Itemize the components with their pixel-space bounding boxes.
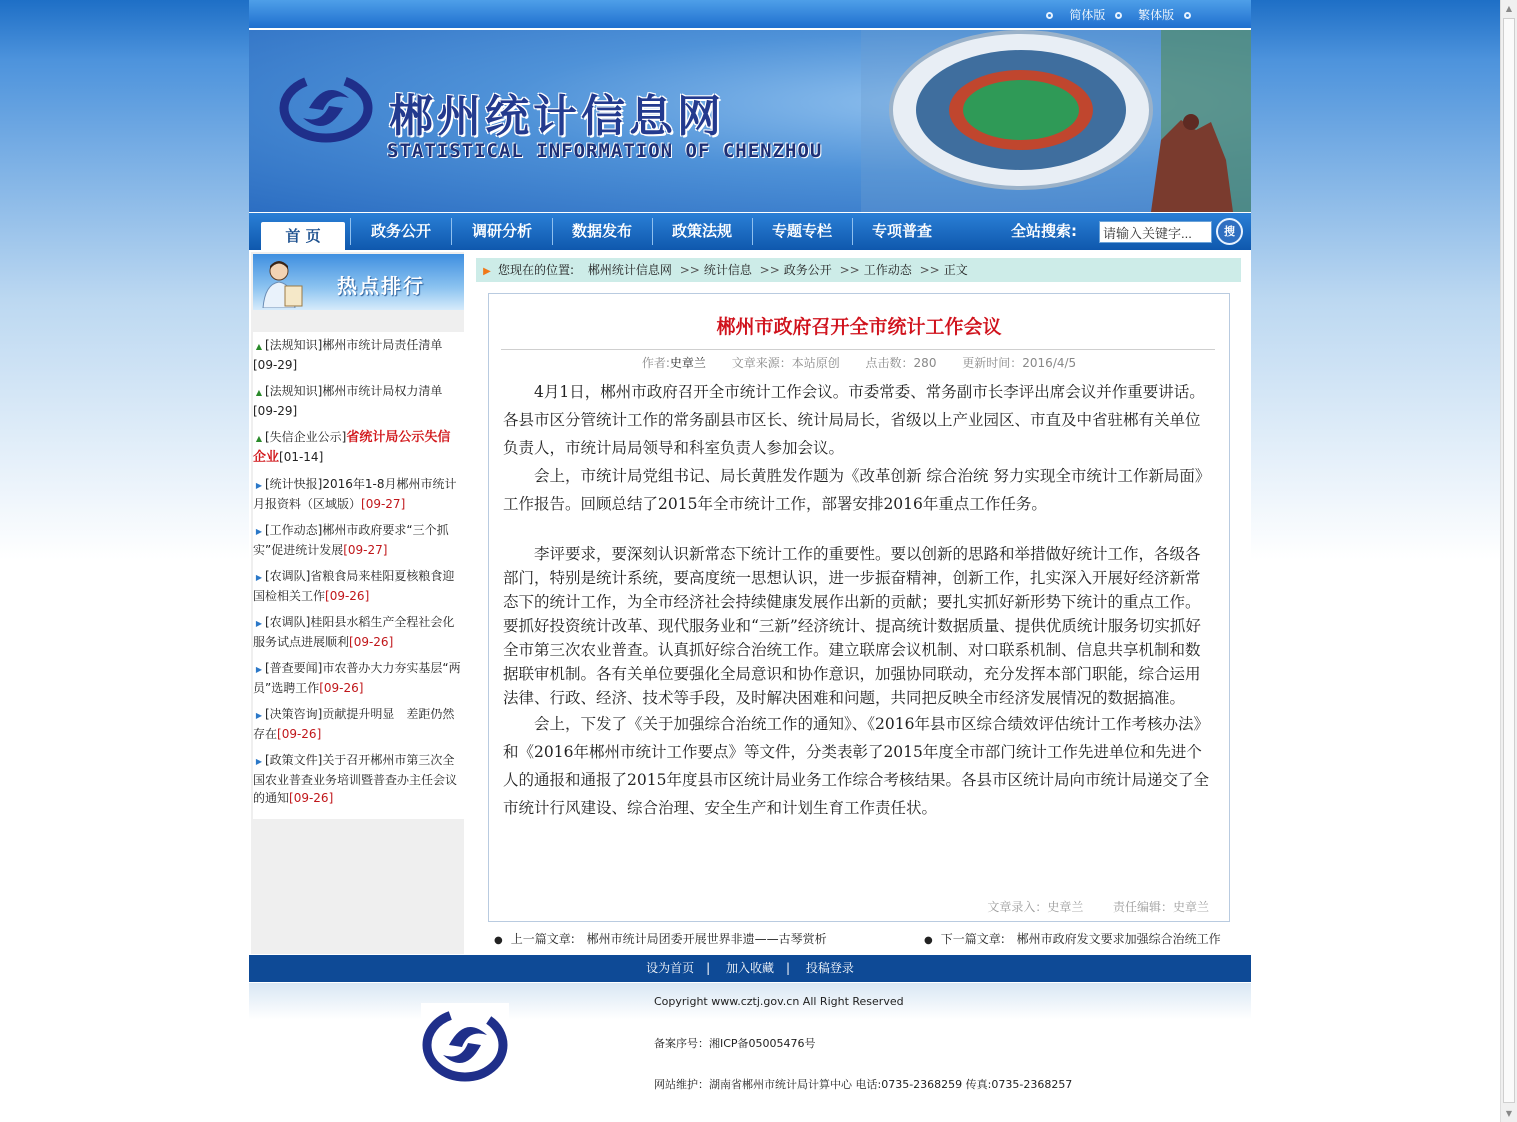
triangle-bullet-icon: ▶ xyxy=(255,573,263,582)
breadcrumb-item[interactable]: 郴州统计信息网 xyxy=(587,263,672,277)
hot-ranking-item[interactable] xyxy=(253,751,462,807)
hot-item-date: [09-27] xyxy=(361,497,406,511)
hot-item-date: [09-26] xyxy=(319,681,364,695)
article-updated: 更新时间：2016/4/5 xyxy=(962,356,1077,370)
hot-ranking-item[interactable] xyxy=(253,521,462,559)
hot-item-title[interactable]: 省粮食局来桂阳夏核粮食迎国检相关工作 xyxy=(253,569,455,603)
hot-item-date: [09-27] xyxy=(343,543,388,557)
triangle-bullet-icon: ▶ xyxy=(255,619,263,628)
article-footer-meta xyxy=(987,898,1209,915)
hot-item-category: [普查要闻] xyxy=(265,661,323,675)
article-paragraph: 4月1日，郴州市政府召开全市统计工作会议。市委常委、常务副市长李评出席会议并作重要讲话。各县市区分管统计工作的常务副县市区长、统计局局长，省级以上产业园区、市直及中省驻郴有关单位负责人，市统计局局领导和科室负责人参加会议。 xyxy=(503,383,1205,457)
maintainer-text: 网站维护：湖南省郴州市统计局计算中心 电话:0735-2368259 传真:0735-2368257 xyxy=(654,1078,1073,1091)
hot-item-category: [法规知识] xyxy=(265,338,323,352)
breadcrumb-separator: >> xyxy=(759,263,780,277)
article-body xyxy=(503,378,1211,822)
breadcrumb-item[interactable]: 统计信息 xyxy=(703,263,752,277)
next-article[interactable] xyxy=(924,930,1221,947)
hot-ranking-item[interactable] xyxy=(253,475,462,513)
hot-item-category: [失信企业公示] xyxy=(265,430,347,444)
hot-item-category: [工作动态] xyxy=(265,523,323,537)
bullet-icon xyxy=(1046,12,1053,19)
article-panel xyxy=(488,293,1230,922)
author-label: 作者: xyxy=(641,356,670,370)
hot-item-title[interactable]: 2016年1-8月郴州市统计月报资料（区域版） xyxy=(253,477,457,511)
hot-item-title[interactable]: 郴州市统计局责任清单 xyxy=(322,338,443,352)
footer-logo-icon xyxy=(421,1003,509,1085)
hot-ranking-title: 热点排行 xyxy=(337,274,425,298)
site-title-cn: 郴州统计信息网 xyxy=(389,91,725,142)
page-container xyxy=(249,0,1251,1104)
next-label: 下一篇文章: xyxy=(940,932,1005,946)
hot-item-category: [农调队] xyxy=(265,615,311,629)
prev-label: 上一篇文章: xyxy=(510,932,575,946)
author-name: 史章兰 xyxy=(669,356,706,370)
up-arrow-icon: ▲ xyxy=(255,388,263,397)
entered-by: 文章录入：史章兰 xyxy=(987,900,1084,914)
article-title: 郴州市政府召开全市统计工作会议 xyxy=(716,316,1002,338)
scroll-down-arrow-icon[interactable]: ▼ xyxy=(1505,1109,1513,1118)
breadcrumb-separator: >> xyxy=(839,263,860,277)
site-title-en: STATISTICAL INFORMATION OF CHENZHOU xyxy=(387,140,823,162)
set-homepage-link[interactable]: 设为首页 xyxy=(646,961,695,975)
triangle-bullet-icon: ▶ xyxy=(255,711,263,720)
top-bar xyxy=(249,0,1251,28)
triangle-bullet-icon: ▶ xyxy=(255,527,263,536)
hot-ranking-item[interactable] xyxy=(253,382,462,420)
hot-item-category: [农调队] xyxy=(265,569,311,583)
bullet-icon: ● xyxy=(924,935,933,946)
nav-policies-regulations[interactable]: 政策法规 xyxy=(671,222,732,240)
bullet-icon: ● xyxy=(494,935,503,946)
next-article-link[interactable]: 郴州市政府发文要求加强综合治统工作 xyxy=(1016,932,1221,946)
article-paragraph: 会上，市统计局党组书记、局长黄胜发作题为《改革创新 综合治统 努力实现全市统计工作新局面》工作报告。回顾总结了2015年全市统计工作，部署安排2016年重点工作任务。 xyxy=(503,467,1211,513)
nav-special-topics[interactable]: 专题专栏 xyxy=(771,222,832,240)
add-favorite-link[interactable]: 加入收藏 xyxy=(725,961,774,975)
nav-government-affairs[interactable]: 政务公开 xyxy=(370,222,431,240)
prev-article-link[interactable]: 郴州市统计局团委开展世界非遗——古琴赏析 xyxy=(586,932,827,946)
triangle-bullet-icon: ▶ xyxy=(255,665,263,674)
breadcrumb-separator: >> xyxy=(679,263,700,277)
hot-ranking-item[interactable] xyxy=(253,705,462,743)
traditional-chinese-link[interactable]: 繁体版 xyxy=(1138,8,1175,22)
scroll-thumb[interactable] xyxy=(1503,18,1515,1103)
hot-item-date: [09-29] xyxy=(253,358,298,372)
hot-item-title[interactable]: 郴州市政府要求“三个抓实”促进统计发展 xyxy=(253,523,449,557)
article-source: 文章来源：本站原创 xyxy=(731,356,840,370)
nav-research-analysis[interactable]: 调研分析 xyxy=(471,222,532,240)
hot-item-category: [政策文件] xyxy=(265,753,323,767)
nav-special-census[interactable]: 专项普查 xyxy=(871,222,932,240)
hot-ranking-item[interactable] xyxy=(253,613,462,651)
search-button[interactable]: 搜 xyxy=(1216,218,1243,245)
title-divider xyxy=(501,349,1215,350)
hot-item-date: [09-29] xyxy=(253,404,298,418)
person-avatar-icon xyxy=(261,258,305,308)
up-arrow-icon: ▲ xyxy=(255,434,263,443)
hot-ranking-item[interactable] xyxy=(253,567,462,605)
search-label: 全站搜索: xyxy=(1011,222,1077,240)
hot-item-date: [09-26] xyxy=(277,727,322,741)
search-input[interactable] xyxy=(1099,221,1212,243)
site-banner xyxy=(249,30,1251,212)
scroll-up-arrow-icon[interactable]: ▲ xyxy=(1505,4,1513,13)
hot-ranking-item[interactable] xyxy=(253,336,462,374)
nav-data-release[interactable]: 数据发布 xyxy=(571,222,632,240)
nav-home[interactable]: 首 页 xyxy=(261,222,345,250)
hot-item-date: [09-26] xyxy=(289,791,334,805)
icp-record-text: 备案序号：湘ICP备05005476号 xyxy=(654,1037,816,1050)
bullet-icon xyxy=(1115,12,1122,19)
hot-ranking-item[interactable] xyxy=(253,659,462,697)
triangle-bullet-icon: ▶ xyxy=(255,481,263,490)
hot-item-highlight[interactable]: 省统计局公示失信企业 xyxy=(253,430,451,465)
previous-article[interactable] xyxy=(494,930,827,947)
hot-item-title[interactable]: 关于召开郴州市第三次全国农业普查业务培训暨普查办主任会议的通知 xyxy=(253,753,458,805)
hot-item-date: [09-26] xyxy=(349,635,394,649)
hot-item-category: [统计快报] xyxy=(265,477,323,491)
hot-ranking-item[interactable] xyxy=(253,428,462,467)
stadium-illustration xyxy=(861,30,1251,212)
article-hits: 点击数：280 xyxy=(865,356,937,370)
hot-ranking-header xyxy=(253,254,464,310)
hot-item-category: [法规知识] xyxy=(265,384,323,398)
simplified-chinese-link[interactable]: 简体版 xyxy=(1069,8,1106,22)
main-nav xyxy=(249,213,1251,250)
hot-item-date: [09-26] xyxy=(325,589,370,603)
hot-item-category: [决策咨询] xyxy=(265,707,323,721)
hot-item-title[interactable]: 郴州市统计局权力清单 xyxy=(322,384,443,398)
breadcrumb-item[interactable]: 政务公开 xyxy=(783,263,832,277)
vertical-scrollbar[interactable] xyxy=(1500,0,1517,1122)
article-meta xyxy=(489,354,1229,371)
breadcrumb-item[interactable]: 工作动态 xyxy=(863,263,912,277)
triangle-bullet-icon: ▶ xyxy=(255,757,263,766)
breadcrumb-separator: >> xyxy=(919,263,940,277)
hot-item-title[interactable]: 桂阳县水稻生产全程社会化服务试点进展顺利 xyxy=(253,615,455,649)
breadcrumb-current: 正文 xyxy=(943,263,968,277)
site-footer xyxy=(249,983,1251,1104)
hot-item-title[interactable]: 贡献提升明显 差距仍然存在 xyxy=(253,707,455,741)
bullet-icon xyxy=(1184,12,1191,19)
hot-item-title[interactable]: 市农普办大力夯实基层“两员”选聘工作 xyxy=(253,661,461,695)
responsible-editor: 责任编辑：史章兰 xyxy=(1112,900,1209,914)
copyright-text: Copyright www.cztj.gov.cn All Right Reserved xyxy=(654,995,904,1008)
up-arrow-icon: ▲ xyxy=(255,342,263,351)
breadcrumb-arrow-icon: ▶ xyxy=(483,266,491,277)
site-logo-icon xyxy=(279,68,374,143)
sidebar xyxy=(251,252,464,954)
submission-login-link[interactable]: 投稿登录 xyxy=(805,961,854,975)
breadcrumb xyxy=(476,258,1241,282)
article-paragraph: 会上，下发了《关于加强综合治统工作的通知》、《2016年县市区综合绩效评估统计工作考核办法》和《2016年郴州市统计工作要点》等文件，分类表彰了2015年度全市部门统计工作先进单位和先进个人的通报和通报了2015年度县市区统计局业务工作综合考核结果。各县市区统计局向市统计局递交了全市统计行风建设、综合治理、安全生产和计划生育工作责任状。 xyxy=(503,715,1209,817)
hot-item-date: [01-14] xyxy=(279,450,324,464)
article-paragraph: 李评要求，要深刻认识新常态下统计工作的重要性。要以创新的思路和举措做好统计工作，各级各部门，特别是统计系统，要高度统一思想认识，进一步振奋精神，创新工作，扎实深入开展好经济新常态下的统计工作，为全市经济社会持续健康发展作出新的贡献；要扎实抓好新形势下统计的重点工作。要抓好投资统计改革、现代服务业和“三新”经济统计、提高统计数据质量、提供优质统计服务切实抓好全市第三次农业普查。认真抓好综合治统工作。建立联席会议机制、对口联系机制、信息共享机制和数据联审机制。各有关单位要强化全局意识和协作意识，加强协同联动，充分发挥本部门职能，综合运用法律、行政、经济、技术等手段，及时解决困难和问题，共同把反映全市经济发展情况的数据搞准。 xyxy=(503,545,1201,707)
hot-ranking-list xyxy=(253,332,464,819)
breadcrumb-label: 您现在的位置: xyxy=(498,263,575,277)
footer-links-bar: 设为首页 | 加入收藏 | 投稿登录 xyxy=(249,955,1251,982)
